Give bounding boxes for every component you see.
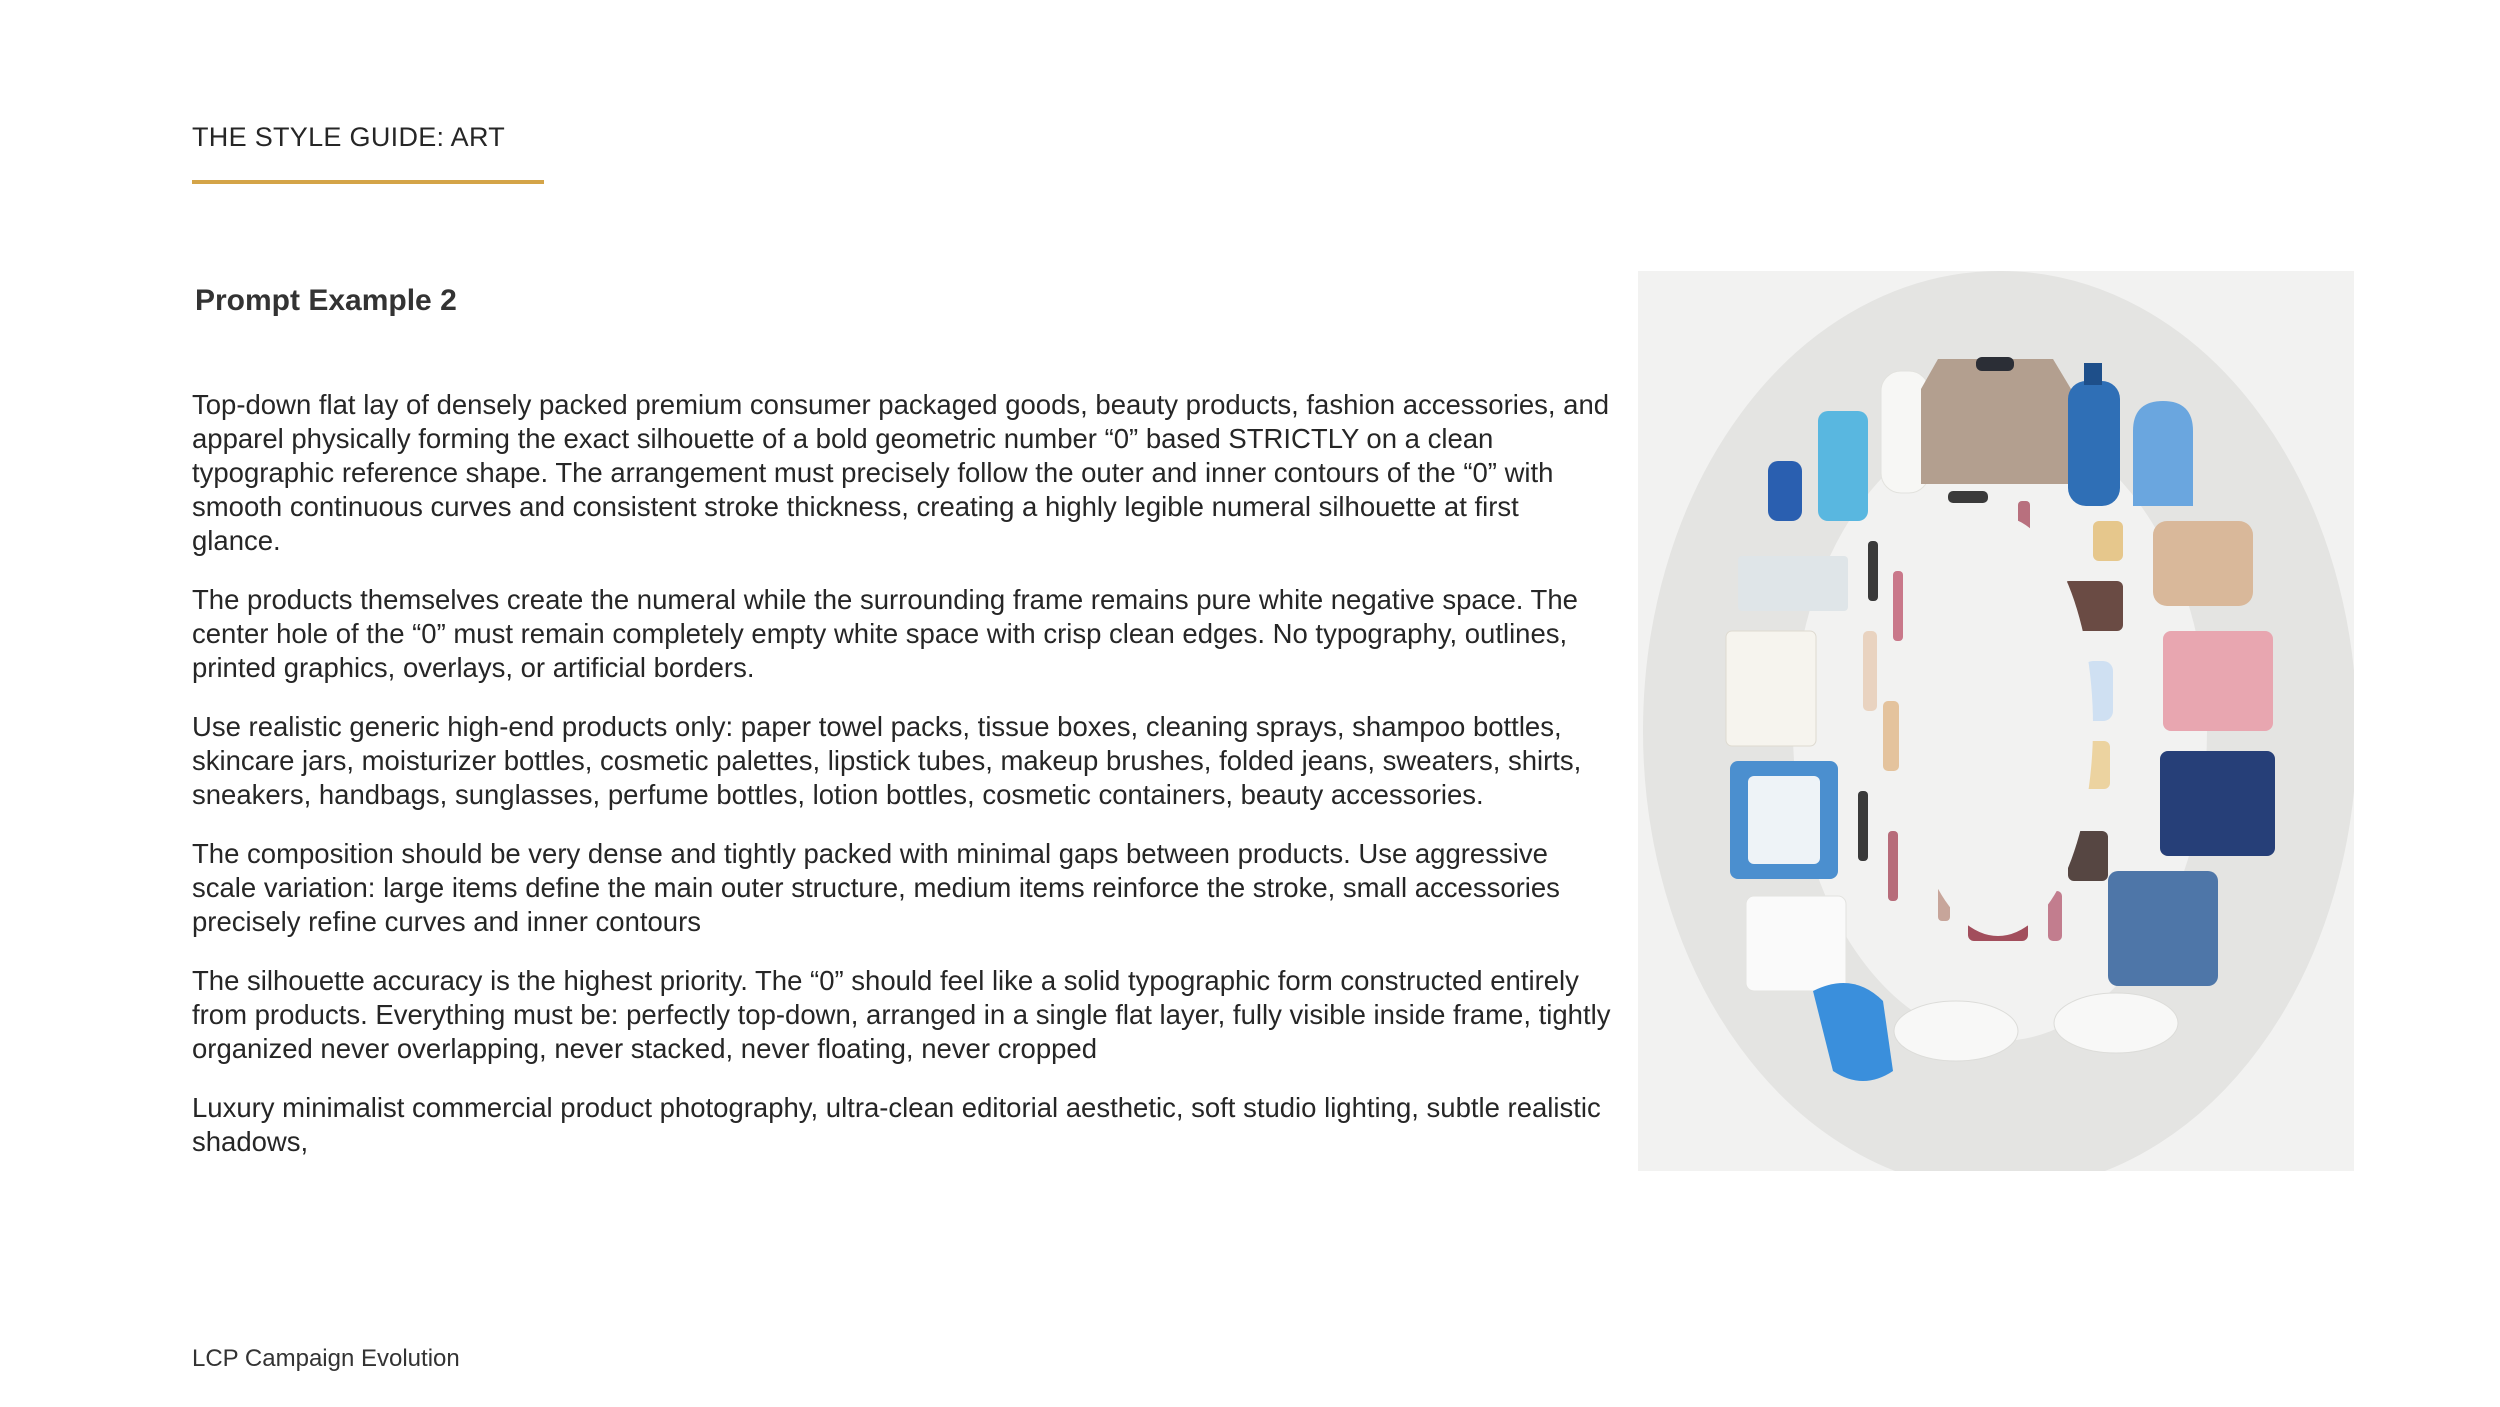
- product-zero-illustration: [1638, 271, 2354, 1171]
- prompt-body: [192, 388, 1612, 1184]
- prompt-paragraph-3: Use realistic generic high-end products only: paper towel packs, tissue boxes, cleaning sprays, shampoo bottles, skincare jars, moisturizer bottles, cosmetic palettes, lipstick tubes, makeup brushes, folded jeans, sweaters, shirts, sneakers, handbags, sunglasses, perfume bottles, lotion bottles, cosmetic containers, beauty accessories.: [192, 711, 1582, 810]
- prompt-paragraph-2: The products themselves create the numeral while the surrounding frame remains pure white negative space. The center hole of the “0” must remain completely empty white space with crisp clean edges. No typography, outlines, printed graphics, overlays, or artificial borders.: [192, 584, 1578, 683]
- handbag: [2153, 521, 2253, 606]
- title-underline: [192, 180, 544, 184]
- navy-tshirt: [2160, 751, 2275, 856]
- shampoo-blue: [2068, 381, 2120, 506]
- jeans: [2108, 871, 2218, 986]
- detergent-blue: [2133, 401, 2193, 506]
- white-shirt: [1746, 896, 1846, 991]
- sweater-beige: [1921, 359, 2071, 484]
- spray-bottle: [1818, 411, 1868, 521]
- tissue-box: [1738, 556, 1848, 611]
- prompt-paragraph-1: Top-down flat lay of densely packed premium consumer packaged goods, beauty products, fashion accessories, and apparel physically forming the exact silhouette of a bold geometric number “0” based STRICTLY on a clean typographic reference shape. The arrangement must precisely follow the outer and inner contours of the “0” with smooth continuous curves and consistent stroke thickness, creating a highly legible numeral silhouette at first glance.: [192, 389, 1610, 556]
- sneaker-left: [1894, 1001, 2018, 1061]
- section-title: THE STYLE GUIDE: ART: [192, 122, 506, 152]
- prompt-paragraph-6: Luxury minimalist commercial product photography, ultra-clean editorial aesthetic, soft studio lighting, subtle realistic shadows,: [192, 1092, 1601, 1157]
- product-zero-image: [1638, 271, 2354, 1171]
- prompt-paragraph-4: The composition should be very dense and tightly packed with minimal gaps between products. Use aggressive scale variation: large items define the main outer structure, medium items reinforce the stroke, small accessories precisely refine curves and inner contours: [192, 838, 1560, 937]
- prompt-heading: Prompt Example 2: [195, 284, 457, 317]
- prompt-paragraph-5: The silhouette accuracy is the highest priority. The “0” should feel like a solid typographic form constructed entirely from products. Everything must be: perfectly top-down, arranged in a single flat layer, fully visible inside frame, tightly organized never overlapping, never stacked, never floating, never cropped: [192, 965, 1611, 1064]
- sneaker-right: [2054, 993, 2178, 1053]
- paper-towels: [1726, 631, 1816, 746]
- pink-sweater: [2163, 631, 2273, 731]
- footer-text: LCP Campaign Evolution: [192, 1345, 460, 1372]
